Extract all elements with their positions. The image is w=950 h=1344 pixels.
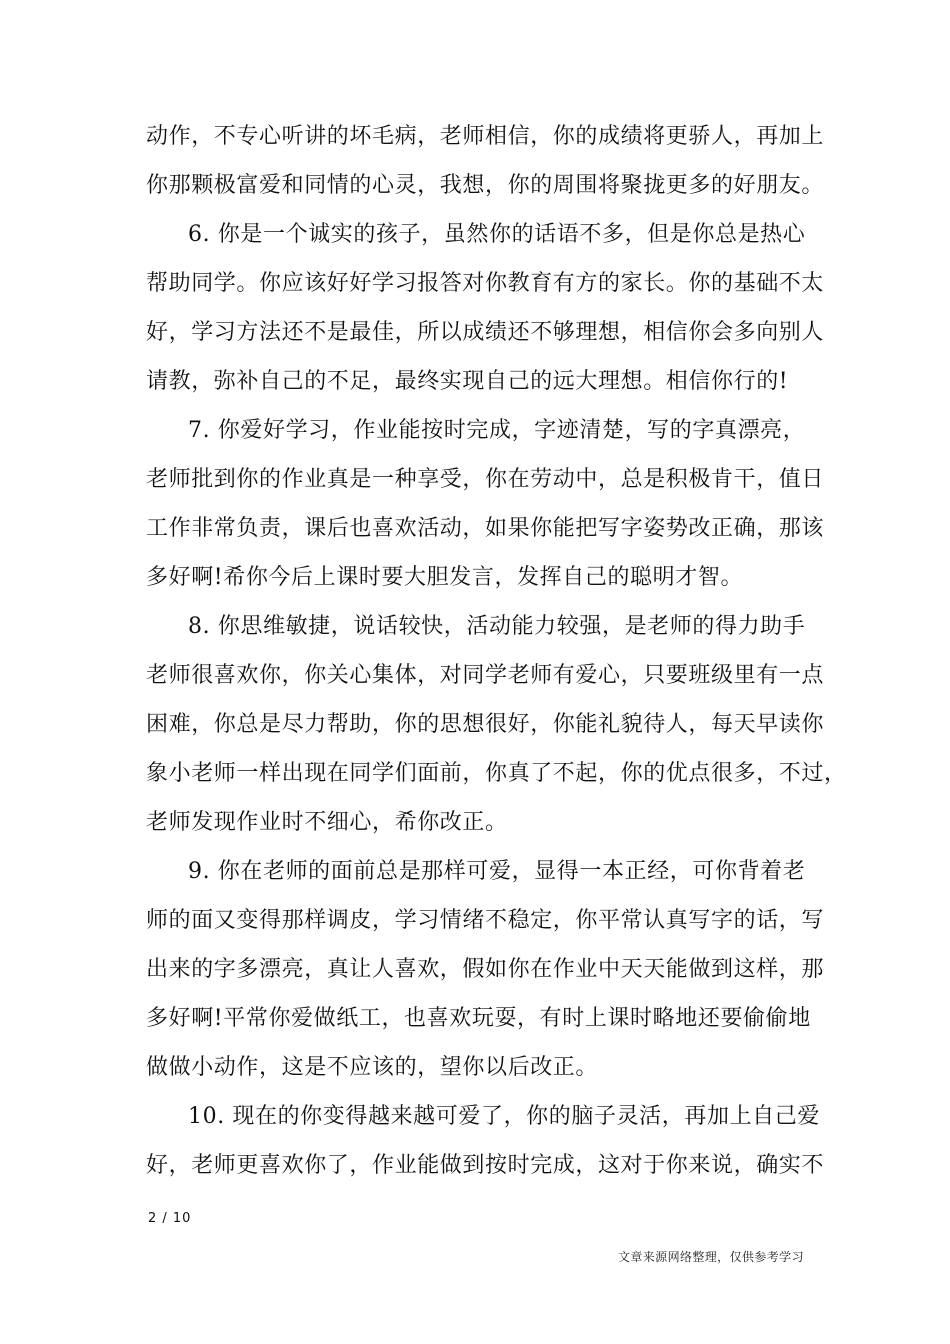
text-line: 师的面又变得那样调皮，学习情绪不稳定，你平常认真写字的话，写 (146, 908, 825, 933)
text-line: 6. 你是一个诚实的孩子，虽然你的话语不多，但是你总是热心 (188, 222, 806, 247)
document-body (146, 112, 847, 1190)
text-line: 出来的字多漂亮，真让人喜欢，假如你在作业中天天能做到这样，那 (146, 957, 825, 982)
text-line: 8. 你思维敏捷，说话较快，活动能力较强，是老师的得力助手 (188, 614, 806, 639)
text-line: 帮助同学。你应该好好学习报答对你教育有方的家长。你的基础不太 (146, 271, 825, 296)
text-line: 多好啊!平常你爱做纸工，也喜欢玩耍，有时上课时略地还要偷偷地 (146, 1006, 811, 1031)
page-number: 2 / 10 (148, 1211, 192, 1226)
text-line: 你那颗极富爱和同情的心灵，我想，你的周围将聚拢更多的好朋友。 (146, 173, 825, 198)
paragraph (146, 406, 825, 602)
text-line: 10. 现在的你变得越来越可爱了，你的脑子灵活，再加上自己爱 (188, 1104, 820, 1129)
text-line: 7. 你爱好学习，作业能按时完成，字迹清楚，写的字真漂亮， (188, 418, 806, 443)
text-line: 老师发现作业时不细心，希你改正。 (146, 810, 508, 835)
paragraph (146, 112, 825, 210)
paragraph (146, 602, 847, 847)
text-line: 好，学习方法还不是最佳，所以成绩还不够理想，相信你会多向别人 (146, 320, 825, 345)
text-line: 请教，弥补自己的不足，最终实现自己的远大理想。相信你行的! (146, 369, 789, 394)
text-line: 多好啊!希你今后上课时要大胆发言，发挥自己的聪明才智。 (146, 565, 744, 590)
text-line: 老师批到你的作业真是一种享受，你在劳动中，总是积极肯干，值日 (146, 467, 825, 492)
paragraph (146, 1092, 825, 1190)
text-line: 困难，你总是尽力帮助，你的思想很好，你能礼貌待人，每天早读你 (146, 712, 825, 737)
text-line: 老师很喜欢你，你关心集体，对同学老师有爱心，只要班级里有一点 (146, 663, 825, 688)
text-line: 象小老师一样出现在同学们面前，你真了不起，你的优点很多，不过， (146, 761, 847, 786)
paragraph (146, 847, 825, 1092)
source-note: 文章来源网络整理，仅供参考学习 (617, 1250, 804, 1264)
paragraph (146, 210, 825, 406)
text-line: 好，老师更喜欢你了，作业能做到按时完成，这对于你来说，确实不 (146, 1153, 825, 1178)
text-line: 9. 你在老师的面前总是那样可爱，显得一本正经，可你背着老 (188, 859, 806, 884)
text-line: 动作，不专心听讲的坏毛病，老师相信，你的成绩将更骄人，再加上 (146, 124, 825, 149)
text-line: 工作非常负责，课后也喜欢活动，如果你能把写字姿势改正确，那该 (146, 516, 825, 541)
text-line: 做做小动作，这是不应该的，望你以后改正。 (146, 1055, 599, 1080)
